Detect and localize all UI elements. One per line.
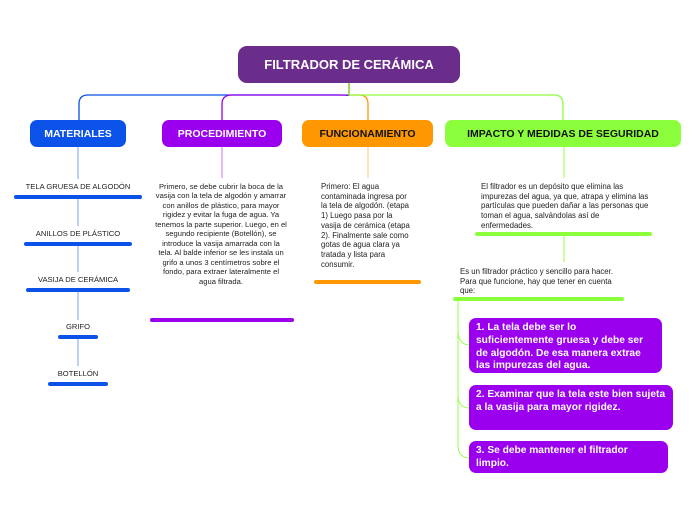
material-underline <box>14 195 142 199</box>
procedimiento-text[interactable]: Primero, se debe cubrir la boca de la vasija con la tela de algodón y amarrar con anillos de plástico, para mayor rigidez y evitar la fuga de agua. Ya tenemos la parte superior. Luego, en el segundo recipiente (Botellón), se introduce la vasija amarrada con la tela. Al balde inferior se les instala un grifo a unos 3 centímetros sobre el fondo, para extraer lateralmente el agua filtrada. <box>155 182 287 286</box>
material-underline <box>26 288 130 292</box>
material-item[interactable]: VASIJA DE CERÁMICA <box>37 275 119 284</box>
procedimiento-underline <box>150 318 294 322</box>
rule-box[interactable]: 3. Se debe mantener el filtrador limpio. <box>469 441 668 473</box>
category-impacto[interactable]: IMPACTO Y MEDIDAS DE SEGURIDAD <box>445 120 681 147</box>
material-item[interactable]: TELA GRUESA DE ALGODÓN <box>25 182 131 191</box>
impacto-intro-underline <box>453 297 624 301</box>
material-item[interactable]: BOTELLÓN <box>57 369 99 378</box>
category-funcionamiento[interactable]: FUNCIONAMIENTO <box>302 120 433 147</box>
funcionamiento-underline <box>314 280 421 284</box>
material-underline <box>58 335 98 339</box>
category-procedimiento[interactable]: PROCEDIMIENTO <box>162 120 282 147</box>
rule-box[interactable]: 2. Examinar que la tela este bien sujeta a la vasija para mayor rigidez. <box>469 385 673 430</box>
material-underline <box>48 382 108 386</box>
material-item[interactable]: ANILLOS DE PLÁSTICO <box>35 229 121 238</box>
funcionamiento-text[interactable]: Primero: El agua contaminada ingresa por la tela de algodón. (etapa 1) Luego pasa por la vasija de cerámica (etapa 2). Finalmente sale como gotas de agua clara ya tratada y lista para consumir. <box>321 182 410 269</box>
material-item[interactable]: GRIFO <box>65 322 91 331</box>
material-underline <box>24 242 132 246</box>
impacto-underline <box>475 232 652 236</box>
category-materiales[interactable]: MATERIALES <box>30 120 126 147</box>
root-node[interactable]: FILTRADOR DE CERÁMICA <box>238 46 460 83</box>
impacto-intro[interactable]: Es un filtrador práctico y sencillo para hacer. Para que funcione, hay que tener en cuenta que: <box>460 267 613 296</box>
impacto-description[interactable]: El filtrador es un depósito que elimina las impurezas del agua, ya que, atrapa y elimina las partículas que pueden dañar a las personas que toman el agua, salvándolas así de enfermedades. <box>481 182 649 230</box>
rule-box[interactable]: 1. La tela debe ser lo suficientemente gruesa y debe ser de algodón. De esa manera extrae las impurezas del agua. <box>469 318 662 373</box>
